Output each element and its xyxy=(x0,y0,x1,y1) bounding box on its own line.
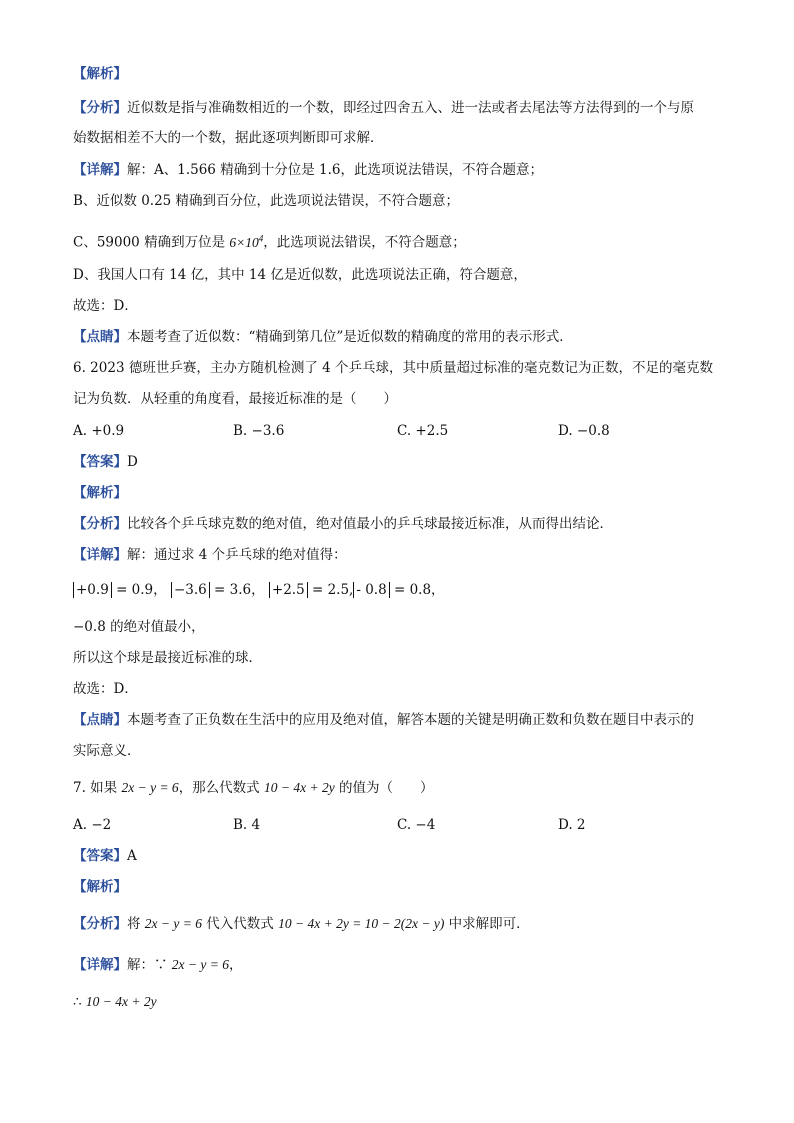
q6-option-c: C. +2.5 xyxy=(397,423,449,439)
q7-xiangjie: 【详解】解：∵ 2x − y = 6， xyxy=(73,957,243,973)
q6-abs-values: +0.9 = 0.9， −3.6 = 3.6， +2.5 = 2.5, - 0.8 = 0.8， xyxy=(73,580,445,600)
q7-stem: 7. 如果 2x − y = 6，那么代数式 10 − 4x + 2y 的值为（ ） xyxy=(73,780,434,796)
xiangjie-5-a: 【详解】解：A、1.566 精确到十分位是 1.6，此选项说法错误，不符合题意； xyxy=(73,162,543,178)
xiangjie-5-b: B、近似数 0.25 精确到百分位，此选项说法错误，不符合题意； xyxy=(73,193,460,209)
q6-answer: 【答案】D xyxy=(73,454,138,470)
fenxi-tag: 【分析】 xyxy=(73,100,127,116)
q7-option-c: C. −4 xyxy=(397,817,436,833)
fenxi-5-line-1: 【分析】近似数是指与准确数相近的一个数，即经过四舍五入、进一法或者去尾法等方法得到的一个与原 xyxy=(73,100,694,116)
xiangjie-5-d: D、我国人口有 14 亿，其中 14 亿是近似数，此选项说法正确，符合题意， xyxy=(73,267,527,283)
q6-smallest: −0.8 的绝对值最小， xyxy=(73,619,205,635)
xiangjie-5-c: C、59000 精确到万位是 $6\times 10^4$，此选项说法错误，不符合题意； xyxy=(73,233,466,251)
q7-option-a: A. −2 xyxy=(73,817,112,833)
fenxi-5-line-2: 始数据相差不大的一个数，据此逐项判断即可求解． xyxy=(73,130,384,146)
q6-dianjing-line-2: 实际意义． xyxy=(73,743,141,759)
q6-dianjing-line-1: 【点睛】本题考查了正负数在生活中的应用及绝对值，解答本题的关键是明确正数和负数在题目中表示的 xyxy=(73,712,694,728)
sci-notation: $6\times 10^4$ xyxy=(229,233,264,250)
q6-xiangjie: 【详解】解：通过求 4 个乒乓球的绝对值得： xyxy=(73,547,347,563)
q6-option-a: A. +0.9 xyxy=(73,423,125,439)
q7-option-b: B. 4 xyxy=(233,817,261,833)
q6-fenxi: 【分析】比较各个乒乓球克数的绝对值，绝对值最小的乒乓球最接近标准，从而得出结论． xyxy=(73,516,613,532)
dianjing-5: 【点睛】本题考查了近似数：“精确到第几位”是近似数的精确度的常用的表示形式． xyxy=(73,329,573,345)
q6-jiexi: 【解析】 xyxy=(73,485,127,501)
guxuan-5: 故选：D． xyxy=(73,298,138,314)
q6-conclusion: 所以这个球是最接近标准的球． xyxy=(73,650,262,666)
q7-therefore: ∴ 10 − 4x + 2y xyxy=(73,994,157,1010)
jiexi-heading-5: 【解析】 xyxy=(73,66,127,82)
q6-stem-line-1: 6. 2023 德班世乒赛，主办方随机检测了 4 个乒乓球，其中质量超过标准的毫克数记为正数，不足的毫克数 xyxy=(73,360,713,376)
q6-option-d: D. −0.8 xyxy=(558,423,610,439)
dianjing-tag: 【点睛】 xyxy=(73,329,127,345)
xiangjie-tag: 【详解】 xyxy=(73,162,127,178)
q6-guxuan: 故选：D． xyxy=(73,681,138,697)
q7-jiexi: 【解析】 xyxy=(73,879,127,895)
q6-stem-line-2: 记为负数．从轻重的角度看，最接近标准的是（ ） xyxy=(73,391,397,407)
q6-option-b: B. −3.6 xyxy=(233,423,285,439)
q7-option-d: D. 2 xyxy=(558,817,586,833)
q7-answer: 【答案】A xyxy=(73,848,137,864)
q7-fenxi: 【分析】将 2x − y = 6 代入代数式 10 − 4x + 2y = 10 − 2(2x − y) 中求解即可． xyxy=(73,916,530,932)
